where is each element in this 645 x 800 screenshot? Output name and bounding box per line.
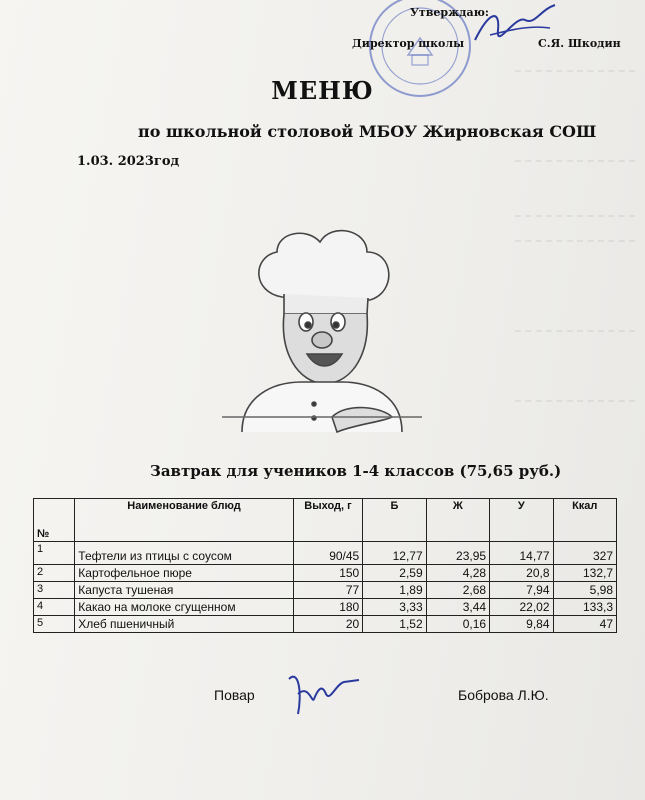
meal-title: Завтрак для учеников 1-4 классов (75,65 руб.) xyxy=(150,462,562,480)
table-row xyxy=(34,542,617,565)
dish-yield: 150 xyxy=(293,565,362,582)
row-number: 3 xyxy=(34,582,75,599)
dish-fats: 4,28 xyxy=(426,565,489,582)
col-kcal: Ккал xyxy=(553,499,617,542)
cook-name: Боброва Л.Ю. xyxy=(458,687,549,703)
dish-yield: 90/45 xyxy=(293,542,362,565)
show-through-line xyxy=(515,160,635,170)
director-name: С.Я. Шкодин xyxy=(538,37,621,50)
table-header-row xyxy=(34,499,617,542)
page-subtitle: по школьной столовой МБОУ Жирновская СОШ xyxy=(138,122,597,141)
dish-carbs: 20,8 xyxy=(490,565,553,582)
dish-proteins: 1,89 xyxy=(363,582,426,599)
dish-proteins: 2,59 xyxy=(363,565,426,582)
dish-carbs: 14,77 xyxy=(490,542,553,565)
row-number: 1 xyxy=(34,542,75,565)
dish-fats: 0,16 xyxy=(426,616,489,633)
dish-name: Картофельное пюре xyxy=(75,565,293,582)
dish-carbs: 22,02 xyxy=(490,599,553,616)
table-row xyxy=(34,599,617,616)
dish-fats: 3,44 xyxy=(426,599,489,616)
dish-proteins: 3,33 xyxy=(363,599,426,616)
dish-fats: 2,68 xyxy=(426,582,489,599)
table-row xyxy=(34,565,617,582)
dish-kcal: 133,3 xyxy=(553,599,617,616)
show-through-line xyxy=(515,215,635,225)
col-dish-name: Наименование блюд xyxy=(75,499,293,542)
col-number: № xyxy=(34,499,75,542)
menu-date: 1.03. 2023год xyxy=(77,154,180,169)
dish-kcal: 47 xyxy=(553,616,617,633)
col-proteins: Б xyxy=(363,499,426,542)
cook-signature xyxy=(284,664,364,724)
menu-table xyxy=(33,498,617,633)
dish-kcal: 132,7 xyxy=(553,565,617,582)
dish-yield: 20 xyxy=(293,616,362,633)
dish-fats: 23,95 xyxy=(426,542,489,565)
show-through-line xyxy=(515,400,635,410)
row-number: 5 xyxy=(34,616,75,633)
row-number: 2 xyxy=(34,565,75,582)
dish-carbs: 7,94 xyxy=(490,582,553,599)
dish-proteins: 12,77 xyxy=(363,542,426,565)
cook-label: Повар xyxy=(214,687,255,703)
col-carbs: У xyxy=(490,499,553,542)
dish-yield: 77 xyxy=(293,582,362,599)
col-fats: Ж xyxy=(426,499,489,542)
chef-illustration xyxy=(222,222,422,442)
dish-kcal: 327 xyxy=(553,542,617,565)
row-number: 4 xyxy=(34,599,75,616)
dish-name: Какао на молоке сгущенном xyxy=(75,599,293,616)
show-through-line xyxy=(515,330,635,340)
dish-yield: 180 xyxy=(293,599,362,616)
col-yield: Выход, г xyxy=(293,499,362,542)
approval-label: Утверждаю: xyxy=(410,6,489,19)
dish-carbs: 9,84 xyxy=(490,616,553,633)
dish-kcal: 5,98 xyxy=(553,582,617,599)
table-row xyxy=(34,616,617,633)
dish-proteins: 1,52 xyxy=(363,616,426,633)
dish-name: Тефтели из птицы с соусом xyxy=(75,542,293,565)
page-title: МЕНЮ xyxy=(271,76,374,105)
dish-name: Капуста тушеная xyxy=(75,582,293,599)
table-row xyxy=(34,582,617,599)
dish-name: Хлеб пшеничный xyxy=(75,616,293,633)
director-title: Директор школы xyxy=(352,37,465,50)
show-through-line xyxy=(515,240,635,250)
